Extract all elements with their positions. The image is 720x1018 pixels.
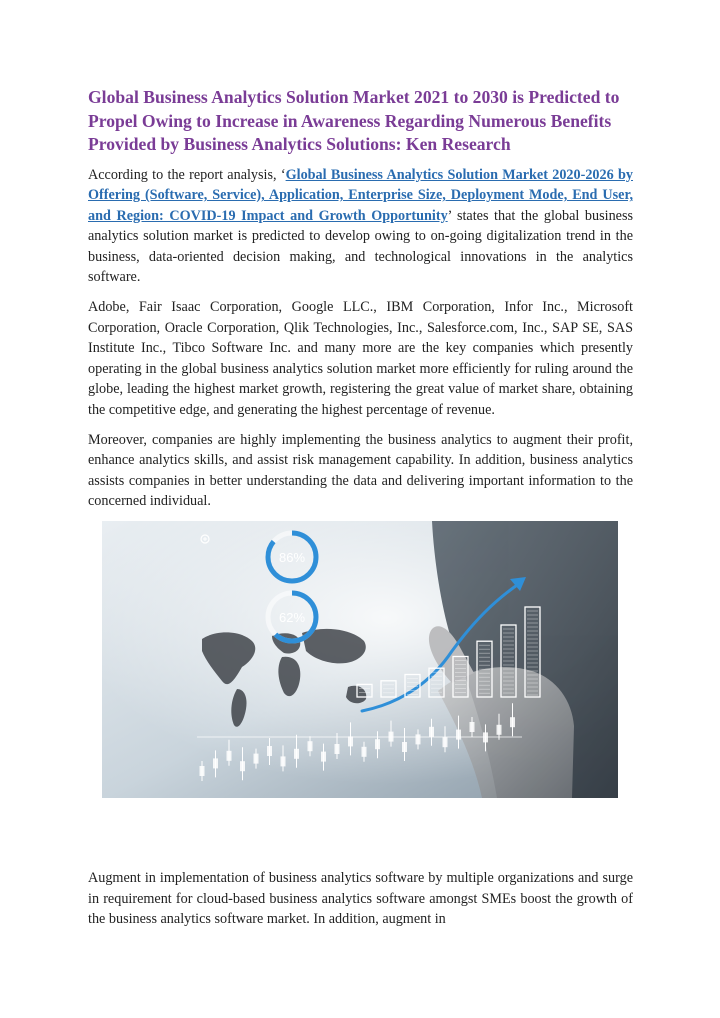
candle-body [213, 758, 218, 768]
paragraph-benefits: Moreover, companies are highly implementing the business analytics to augment their profit, enhance analytics skills, and assist risk management capability. In addition, business analytics assists companies in better understanding the data and delivering important information to the concerned individual. [88, 431, 633, 510]
candle-body [254, 754, 259, 764]
candle-body [443, 737, 448, 747]
candle-body [362, 747, 367, 757]
analytics-illustration-svg [102, 521, 618, 798]
analytics-illustration [102, 521, 618, 798]
candle-body [483, 732, 488, 742]
report-link[interactable]: Global Business Analytics Solution Market 2020-2026 by Offering (Software, Service), Application, Enterprise Size, Deployment Mode, End User, and Region: COVID-19 Impact and Growth Opportunity [88, 166, 633, 224]
candle-body [510, 717, 515, 727]
gauge-86-label: 86% [278, 550, 306, 565]
candle-body [470, 722, 475, 732]
gauge-62-label: 62% [278, 610, 306, 625]
article-title: Global Business Analytics Solution Market 2021 to 2030 is Predicted to Propel Owing to Increase in Awareness Regarding Numerous Benefits Provided by Business Analytics Solutions: Ken Research [88, 87, 620, 154]
paragraph-intro [88, 165, 633, 289]
candle-body [240, 761, 245, 771]
article-continuation [88, 868, 633, 930]
candle-body [348, 736, 353, 746]
article-body [88, 86, 633, 512]
intro-prefix: According to the report analysis, ‘ [88, 166, 286, 183]
candle-body [308, 741, 313, 751]
candle-body [227, 751, 232, 761]
candle-body [497, 725, 502, 735]
candle-body [281, 756, 286, 766]
candle-body [200, 766, 205, 776]
paragraph-growth: Augment in implementation of business analytics software by multiple organizations and surge in requirement for cloud-based business analytics software amongst SMEs boost the growth of the business analytics software market. In addition, augment in [88, 870, 633, 928]
candle-body [402, 742, 407, 752]
candle-body [321, 752, 326, 762]
candle-body [389, 732, 394, 742]
candle-body [429, 727, 434, 737]
candle-body [375, 739, 380, 749]
candle-body [294, 749, 299, 759]
candle-body [267, 746, 272, 756]
candle-body [456, 730, 461, 740]
intro-suffix: ’ states that the global business analytics solution market is predicted to develop owing to on-going digitalization trend in the business, data-oriented decision making, and technological innovations in the analytics software. [88, 207, 633, 286]
candle-body [335, 744, 340, 754]
candle-body [416, 734, 421, 744]
paragraph-companies: Adobe, Fair Isaac Corporation, Google LLC., IBM Corporation, Infor Inc., Microsoft Corporation, Oracle Corporation, Qlik Technologies, Inc., Salesforce.com, Inc., SAP SE, SAS Institute Inc., Tibco Software Inc. and many more are the key companies which presently operating in the global business analytics solution market more efficiently for ruling around the globe, leading the highest market growth, registering the great value of market share, obtaining the competitive edge, and generating the highest percentage of revenue. [88, 299, 633, 419]
